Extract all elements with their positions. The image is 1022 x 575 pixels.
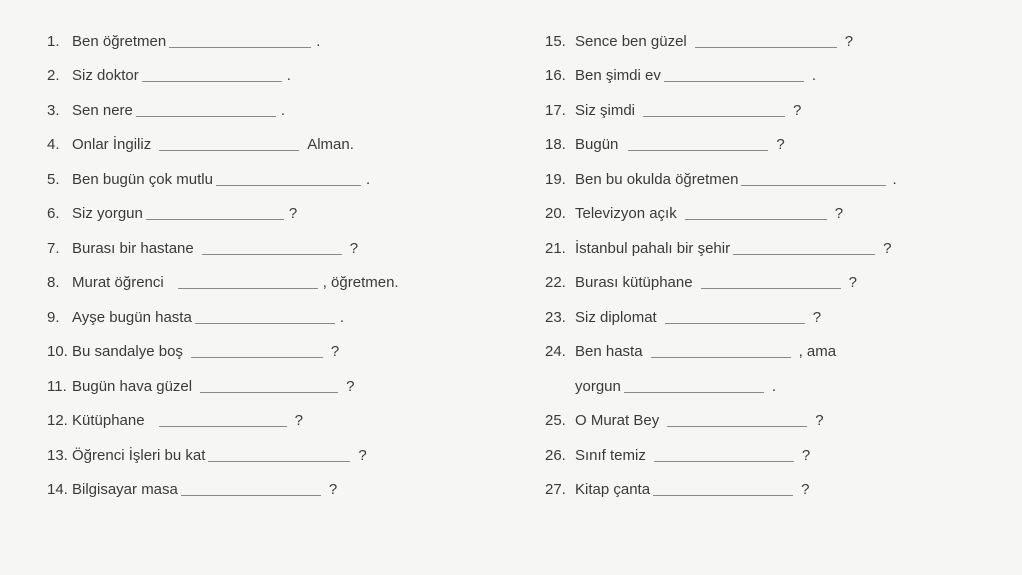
fill-blank[interactable] bbox=[208, 461, 350, 462]
fill-blank[interactable] bbox=[195, 323, 335, 324]
fill-blank[interactable] bbox=[624, 392, 764, 393]
item-text: Siz doktor bbox=[72, 67, 139, 84]
item-number: 22. bbox=[545, 274, 566, 291]
item-text: yorgun bbox=[575, 377, 621, 395]
item-text: Öğrenci İşleri bu kat bbox=[72, 446, 206, 464]
item-ending: ? bbox=[848, 274, 857, 291]
exercise-item bbox=[47, 157, 517, 192]
exercise-item bbox=[545, 88, 1005, 123]
item-number: 13. bbox=[47, 446, 68, 464]
fill-blank[interactable] bbox=[667, 426, 807, 427]
fill-blank[interactable] bbox=[216, 185, 361, 186]
fill-blank[interactable] bbox=[628, 150, 768, 151]
item-ending: ? bbox=[328, 481, 338, 498]
item-number: 9. bbox=[47, 308, 60, 326]
fill-blank[interactable] bbox=[200, 392, 338, 393]
right-column bbox=[545, 19, 1005, 502]
item-text: Bu sandalye boş bbox=[72, 343, 183, 360]
item-number: 8. bbox=[47, 274, 60, 291]
item-number: 6. bbox=[47, 205, 60, 222]
exercise-item bbox=[47, 54, 517, 89]
exercise-item bbox=[545, 192, 1005, 227]
item-ending: Alman. bbox=[307, 136, 354, 153]
item-text: Ben bu okulda öğretmen bbox=[575, 170, 739, 188]
fill-blank[interactable] bbox=[653, 495, 793, 496]
item-number: 24. bbox=[545, 343, 566, 360]
item-number: 25. bbox=[545, 412, 566, 429]
item-text: Kitap çanta bbox=[575, 481, 651, 498]
fill-blank[interactable] bbox=[685, 219, 827, 220]
exercise-item bbox=[545, 123, 1005, 158]
exercise-item bbox=[47, 330, 517, 365]
item-text: Sen nere bbox=[72, 101, 133, 119]
item-number: 26. bbox=[545, 446, 566, 464]
item-number: 19. bbox=[545, 170, 566, 188]
exercise-item bbox=[545, 330, 1005, 365]
item-text: Murat öğrenci bbox=[72, 274, 164, 291]
exercise-item bbox=[545, 226, 1005, 261]
fill-blank[interactable] bbox=[169, 47, 311, 48]
exercise-item bbox=[47, 123, 517, 158]
item-ending: ? bbox=[801, 446, 811, 464]
item-ending: . bbox=[286, 67, 291, 84]
item-text: Ayşe bugün hasta bbox=[72, 308, 192, 326]
item-text: Siz diplomat bbox=[575, 308, 657, 326]
fill-blank[interactable] bbox=[643, 116, 785, 117]
item-text: Ben şimdi ev bbox=[575, 67, 661, 84]
fill-blank[interactable] bbox=[191, 357, 323, 358]
fill-blank[interactable] bbox=[178, 288, 318, 289]
fill-blank[interactable] bbox=[159, 150, 299, 151]
left-column bbox=[47, 19, 517, 502]
fill-blank[interactable] bbox=[181, 495, 321, 496]
item-ending: ? bbox=[330, 343, 340, 360]
fill-blank[interactable] bbox=[665, 323, 805, 324]
item-number: 1. bbox=[47, 32, 60, 50]
exercise-item bbox=[545, 157, 1005, 192]
item-text: Ben hasta bbox=[575, 343, 643, 360]
item-ending: ? bbox=[801, 481, 810, 498]
fill-blank[interactable] bbox=[159, 426, 287, 427]
item-number: 12. bbox=[47, 412, 68, 429]
exercise-item bbox=[545, 399, 1005, 434]
fill-blank[interactable] bbox=[741, 185, 886, 186]
item-ending: ? bbox=[883, 239, 892, 257]
item-ending: , ama bbox=[798, 343, 837, 360]
exercise-item bbox=[47, 19, 517, 54]
exercise-item bbox=[47, 261, 517, 296]
item-ending: ? bbox=[815, 412, 824, 429]
item-ending: . bbox=[339, 308, 344, 326]
fill-blank[interactable] bbox=[695, 47, 837, 48]
item-text: Ben bugün çok mutlu bbox=[72, 170, 213, 188]
item-ending: ? bbox=[793, 101, 802, 119]
item-text: Ben öğretmen bbox=[72, 32, 167, 50]
exercise-item bbox=[545, 19, 1005, 54]
item-text: Siz yorgun bbox=[72, 205, 143, 222]
exercise-item bbox=[47, 433, 517, 468]
item-ending: . bbox=[316, 32, 321, 50]
fill-blank[interactable] bbox=[651, 357, 791, 358]
exercise-item bbox=[545, 468, 1005, 503]
fill-blank[interactable] bbox=[202, 254, 342, 255]
item-ending: ? bbox=[776, 136, 785, 153]
item-ending: . bbox=[280, 101, 286, 119]
item-ending: , öğretmen. bbox=[322, 274, 399, 291]
item-number: 10. bbox=[47, 343, 68, 360]
exercise-item bbox=[47, 88, 517, 123]
item-number: 21. bbox=[545, 239, 566, 257]
fill-blank[interactable] bbox=[733, 254, 875, 255]
item-text: Siz şimdi bbox=[575, 101, 636, 119]
item-ending: . bbox=[771, 377, 777, 395]
item-number: 3. bbox=[47, 101, 60, 119]
item-number: 18. bbox=[545, 136, 566, 153]
exercise-item bbox=[545, 433, 1005, 468]
item-number: 7. bbox=[47, 239, 60, 257]
item-number: 27. bbox=[545, 481, 566, 498]
item-text: Bugün bbox=[575, 136, 619, 153]
exercise-item bbox=[47, 295, 517, 330]
item-text: Burası kütüphane bbox=[575, 274, 693, 291]
fill-blank[interactable] bbox=[136, 116, 276, 117]
exercise-item bbox=[47, 226, 517, 261]
item-ending: ? bbox=[288, 205, 298, 222]
item-ending: . bbox=[892, 170, 897, 188]
fill-blank[interactable] bbox=[701, 288, 841, 289]
item-text: İstanbul pahalı bir şehir bbox=[575, 239, 731, 257]
item-number: 4. bbox=[47, 136, 60, 153]
fill-blank[interactable] bbox=[142, 81, 282, 82]
item-ending: ? bbox=[844, 32, 854, 50]
exercise-item bbox=[47, 468, 517, 503]
item-text: Sınıf temiz bbox=[575, 446, 646, 464]
item-text: Onlar İngiliz bbox=[72, 136, 152, 153]
item-number: 17. bbox=[545, 101, 566, 119]
item-ending: ? bbox=[346, 377, 355, 395]
item-text: Bugün hava güzel bbox=[72, 377, 193, 395]
item-ending: ? bbox=[812, 308, 822, 326]
exercise-item bbox=[545, 54, 1005, 89]
exercise-item bbox=[47, 399, 517, 434]
item-ending: ? bbox=[358, 446, 367, 464]
exercise-item bbox=[545, 364, 1005, 399]
item-ending: ? bbox=[349, 239, 359, 257]
exercise-item bbox=[47, 192, 517, 227]
item-number: 14. bbox=[47, 481, 68, 498]
fill-blank[interactable] bbox=[654, 461, 794, 462]
item-text: Burası bir hastane bbox=[72, 239, 194, 257]
item-number: 20. bbox=[545, 205, 566, 222]
exercise-item bbox=[545, 295, 1005, 330]
exercise-item bbox=[545, 261, 1005, 296]
item-text: Sence ben güzel bbox=[575, 32, 687, 50]
item-text: Kütüphane bbox=[72, 412, 145, 429]
exercise-item bbox=[47, 364, 517, 399]
item-ending: . bbox=[365, 170, 371, 188]
item-number: 23. bbox=[545, 308, 566, 326]
item-number: 2. bbox=[47, 67, 60, 84]
item-number: 11. bbox=[47, 377, 67, 395]
item-ending: ? bbox=[294, 412, 303, 429]
item-number: 5. bbox=[47, 170, 60, 188]
item-text: Televizyon açık bbox=[575, 205, 677, 222]
item-number: 16. bbox=[545, 67, 566, 84]
item-ending: ? bbox=[834, 205, 844, 222]
fill-blank[interactable] bbox=[146, 219, 284, 220]
item-text: O Murat Bey bbox=[575, 412, 660, 429]
item-number: 15. bbox=[545, 32, 566, 50]
fill-blank[interactable] bbox=[664, 81, 804, 82]
item-ending: . bbox=[811, 67, 817, 84]
item-text: Bilgisayar masa bbox=[72, 481, 178, 498]
